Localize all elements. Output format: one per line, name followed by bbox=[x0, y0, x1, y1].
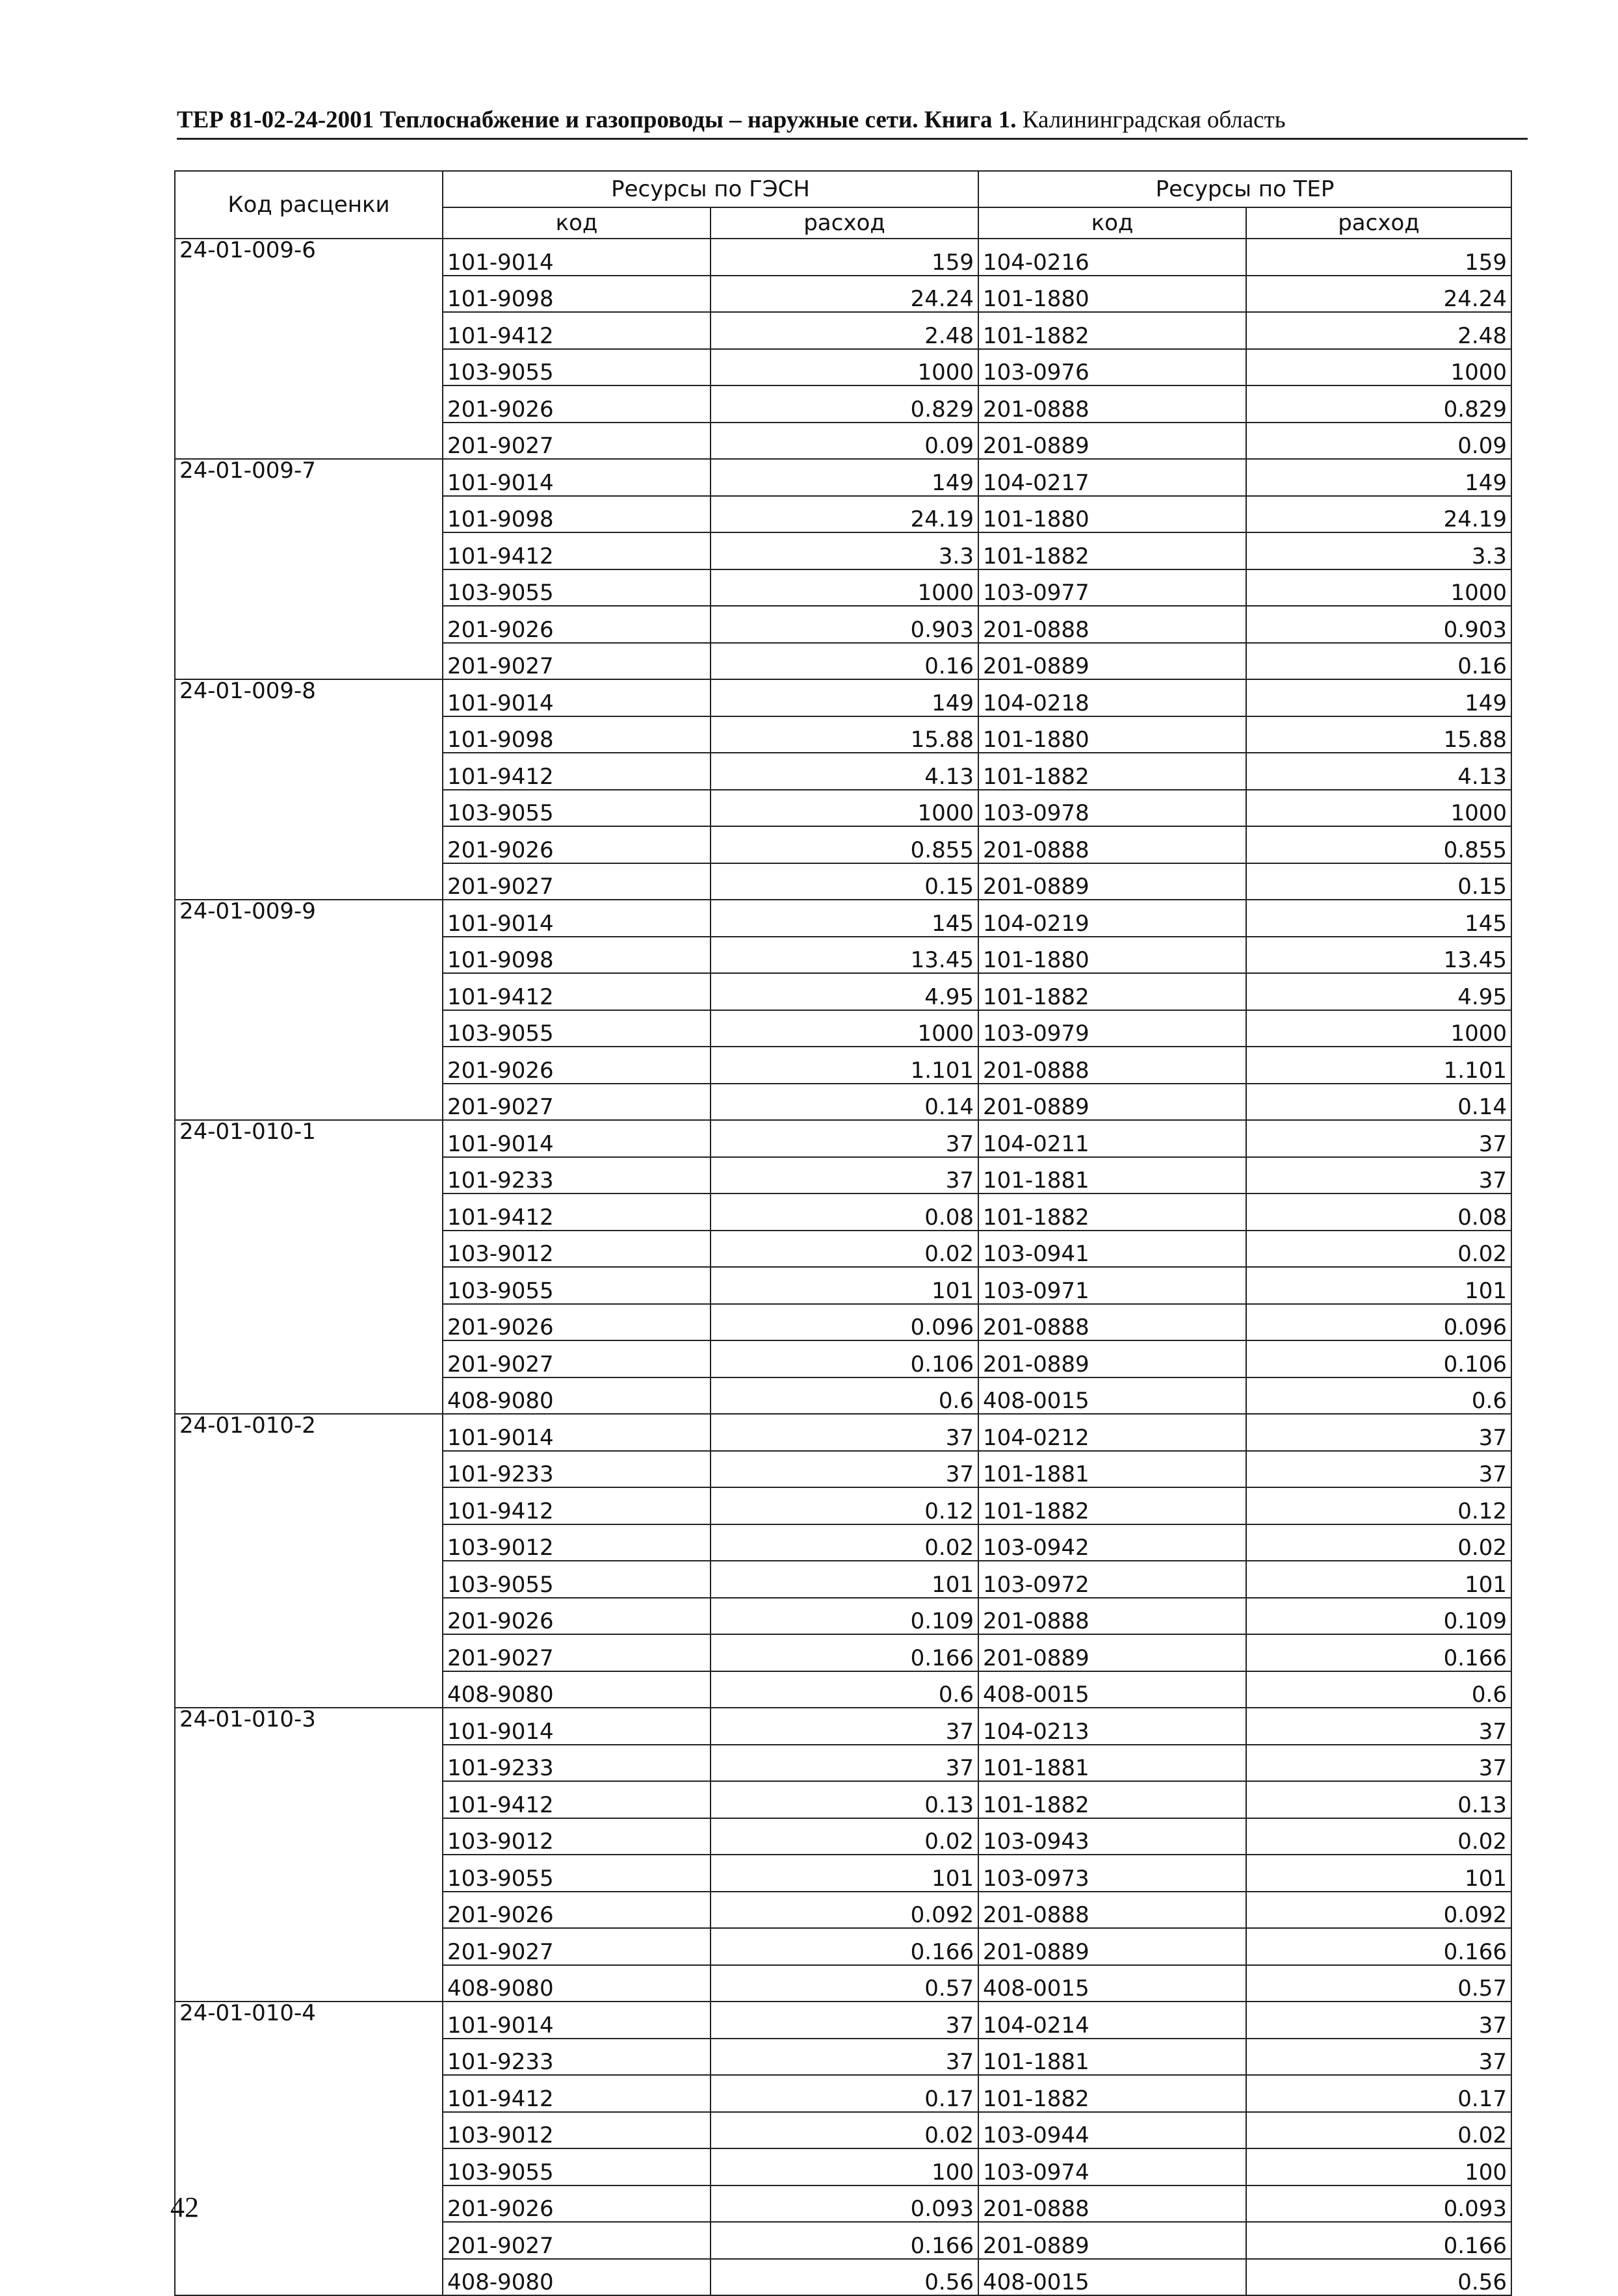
gesn-code-cell: 201-9026 bbox=[443, 2185, 711, 2223]
gesn-code-cell: 101-9098 bbox=[443, 716, 711, 753]
gesn-code-cell: 201-9026 bbox=[443, 606, 711, 643]
ter-rate-cell: 0.12 bbox=[1246, 1487, 1511, 1524]
ter-code-cell: 201-0889 bbox=[978, 643, 1246, 680]
ter-rate-cell: 0.855 bbox=[1246, 826, 1511, 863]
gesn-rate-cell: 1000 bbox=[711, 1010, 978, 1047]
ter-code-cell: 101-1880 bbox=[978, 716, 1246, 753]
gesn-code-cell: 101-9014 bbox=[443, 679, 711, 716]
ter-rate-cell: 0.17 bbox=[1246, 2075, 1511, 2112]
rate-code-cell: 24-01-009-6 bbox=[175, 239, 443, 459]
ter-code-cell: 101-1882 bbox=[978, 753, 1246, 790]
ter-rate-cell: 0.02 bbox=[1246, 1524, 1511, 1561]
gesn-rate-cell: 0.02 bbox=[711, 2112, 978, 2149]
gesn-rate-cell: 0.166 bbox=[711, 1634, 978, 1671]
subheader-ter-code: код bbox=[978, 207, 1246, 239]
gesn-rate-cell: 0.096 bbox=[711, 1304, 978, 1341]
gesn-code-cell: 101-9014 bbox=[443, 900, 711, 937]
subheader-ter-rate: расход bbox=[1246, 207, 1511, 239]
ter-rate-cell: 0.109 bbox=[1246, 1598, 1511, 1635]
gesn-rate-cell: 0.16 bbox=[711, 643, 978, 680]
ter-rate-cell: 0.166 bbox=[1246, 1634, 1511, 1671]
ter-code-cell: 103-0979 bbox=[978, 1010, 1246, 1047]
gesn-code-cell: 103-9012 bbox=[443, 1231, 711, 1268]
ter-code-cell: 101-1882 bbox=[978, 532, 1246, 569]
ter-rate-cell: 24.19 bbox=[1246, 496, 1511, 533]
col-header-code: Код расценки bbox=[175, 171, 443, 239]
ter-rate-cell: 37 bbox=[1246, 1414, 1511, 1451]
ter-rate-cell: 0.15 bbox=[1246, 863, 1511, 900]
gesn-rate-cell: 0.14 bbox=[711, 1084, 978, 1121]
ter-rate-cell: 15.88 bbox=[1246, 716, 1511, 753]
gesn-code-cell: 201-9027 bbox=[443, 1084, 711, 1121]
ter-code-cell: 103-0942 bbox=[978, 1524, 1246, 1561]
gesn-code-cell: 101-9014 bbox=[443, 1708, 711, 1745]
ter-rate-cell: 149 bbox=[1246, 679, 1511, 716]
gesn-code-cell: 103-9055 bbox=[443, 790, 711, 827]
ter-code-cell: 101-1880 bbox=[978, 937, 1246, 974]
gesn-rate-cell: 1.101 bbox=[711, 1047, 978, 1084]
gesn-rate-cell: 1000 bbox=[711, 790, 978, 827]
gesn-code-cell: 101-9014 bbox=[443, 2002, 711, 2039]
ter-rate-cell: 0.08 bbox=[1246, 1194, 1511, 1231]
gesn-rate-cell: 4.13 bbox=[711, 753, 978, 790]
ter-rate-cell: 0.02 bbox=[1246, 2112, 1511, 2149]
gesn-rate-cell: 0.903 bbox=[711, 606, 978, 643]
gesn-code-cell: 101-9233 bbox=[443, 2039, 711, 2076]
gesn-rate-cell: 0.57 bbox=[711, 1965, 978, 2002]
gesn-rate-cell: 37 bbox=[711, 1157, 978, 1194]
gesn-code-cell: 103-9055 bbox=[443, 2148, 711, 2185]
ter-rate-cell: 0.166 bbox=[1246, 1928, 1511, 1965]
ter-code-cell: 101-1882 bbox=[978, 312, 1246, 349]
gesn-code-cell: 201-9027 bbox=[443, 1634, 711, 1671]
subheader-gesn-rate: расход bbox=[711, 207, 978, 239]
ter-code-cell: 201-0889 bbox=[978, 1928, 1246, 1965]
ter-rate-cell: 24.24 bbox=[1246, 276, 1511, 313]
ter-code-cell: 101-1882 bbox=[978, 1487, 1246, 1524]
ter-rate-cell: 2.48 bbox=[1246, 312, 1511, 349]
ter-rate-cell: 0.096 bbox=[1246, 1304, 1511, 1341]
gesn-rate-cell: 1000 bbox=[711, 349, 978, 386]
gesn-rate-cell: 0.093 bbox=[711, 2185, 978, 2223]
gesn-rate-cell: 37 bbox=[711, 1414, 978, 1451]
gesn-rate-cell: 0.08 bbox=[711, 1194, 978, 1231]
gesn-code-cell: 201-9027 bbox=[443, 423, 711, 460]
page-header bbox=[177, 106, 1528, 140]
gesn-code-cell: 201-9027 bbox=[443, 1340, 711, 1377]
ter-rate-cell: 101 bbox=[1246, 1855, 1511, 1892]
ter-code-cell: 408-0015 bbox=[978, 1671, 1246, 1708]
ter-rate-cell: 37 bbox=[1246, 1708, 1511, 1745]
ter-code-cell: 101-1881 bbox=[978, 1157, 1246, 1194]
ter-code-cell: 201-0888 bbox=[978, 2185, 1246, 2223]
gesn-code-cell: 408-9080 bbox=[443, 1965, 711, 2002]
ter-rate-cell: 0.093 bbox=[1246, 2185, 1511, 2223]
ter-code-cell: 101-1881 bbox=[978, 1745, 1246, 1782]
gesn-code-cell: 103-9055 bbox=[443, 1010, 711, 1047]
ter-rate-cell: 0.02 bbox=[1246, 1231, 1511, 1268]
gesn-code-cell: 103-9055 bbox=[443, 1855, 711, 1892]
rate-code-cell: 24-01-010-2 bbox=[175, 1414, 443, 1708]
gesn-code-cell: 101-9412 bbox=[443, 312, 711, 349]
ter-code-cell: 408-0015 bbox=[978, 1377, 1246, 1415]
rate-code-cell: 24-01-009-7 bbox=[175, 459, 443, 679]
gesn-code-cell: 101-9233 bbox=[443, 1451, 711, 1488]
gesn-rate-cell: 37 bbox=[711, 1745, 978, 1782]
ter-rate-cell: 149 bbox=[1246, 459, 1511, 496]
ter-code-cell: 104-0212 bbox=[978, 1414, 1246, 1451]
ter-code-cell: 201-0889 bbox=[978, 863, 1246, 900]
ter-rate-cell: 0.16 bbox=[1246, 643, 1511, 680]
gesn-rate-cell: 101 bbox=[711, 1561, 978, 1598]
ter-code-cell: 408-0015 bbox=[978, 1965, 1246, 2002]
gesn-code-cell: 408-9080 bbox=[443, 1671, 711, 1708]
gesn-rate-cell: 0.17 bbox=[711, 2075, 978, 2112]
gesn-code-cell: 408-9080 bbox=[443, 1377, 711, 1415]
ter-code-cell: 101-1882 bbox=[978, 1194, 1246, 1231]
gesn-rate-cell: 0.02 bbox=[711, 1231, 978, 1268]
table-row bbox=[175, 1120, 1511, 1157]
gesn-rate-cell: 37 bbox=[711, 1120, 978, 1157]
gesn-code-cell: 201-9027 bbox=[443, 2222, 711, 2259]
gesn-rate-cell: 0.02 bbox=[711, 1524, 978, 1561]
gesn-code-cell: 101-9098 bbox=[443, 937, 711, 974]
ter-code-cell: 103-0978 bbox=[978, 790, 1246, 827]
ter-code-cell: 201-0889 bbox=[978, 1340, 1246, 1377]
gesn-code-cell: 101-9412 bbox=[443, 1781, 711, 1818]
ter-code-cell: 201-0888 bbox=[978, 1892, 1246, 1929]
gesn-code-cell: 201-9027 bbox=[443, 643, 711, 680]
gesn-code-cell: 201-9026 bbox=[443, 385, 711, 423]
table-row bbox=[175, 239, 1511, 276]
ter-code-cell: 201-0888 bbox=[978, 606, 1246, 643]
gesn-rate-cell: 101 bbox=[711, 1267, 978, 1304]
gesn-rate-cell: 24.19 bbox=[711, 496, 978, 533]
ter-code-cell: 103-0974 bbox=[978, 2148, 1246, 2185]
table-row bbox=[175, 900, 1511, 937]
ter-code-cell: 104-0214 bbox=[978, 2002, 1246, 2039]
gesn-code-cell: 201-9026 bbox=[443, 1598, 711, 1635]
ter-code-cell: 101-1880 bbox=[978, 276, 1246, 313]
gesn-rate-cell: 2.48 bbox=[711, 312, 978, 349]
ter-code-cell: 101-1880 bbox=[978, 496, 1246, 533]
gesn-code-cell: 103-9055 bbox=[443, 1267, 711, 1304]
gesn-rate-cell: 159 bbox=[711, 239, 978, 276]
ter-code-cell: 201-0888 bbox=[978, 826, 1246, 863]
gesn-rate-cell: 0.092 bbox=[711, 1892, 978, 1929]
ter-code-cell: 103-0972 bbox=[978, 1561, 1246, 1598]
gesn-code-cell: 101-9412 bbox=[443, 532, 711, 569]
ter-rate-cell: 13.45 bbox=[1246, 937, 1511, 974]
ter-code-cell: 101-1882 bbox=[978, 973, 1246, 1010]
gesn-rate-cell: 100 bbox=[711, 2148, 978, 2185]
gesn-code-cell: 101-9233 bbox=[443, 1745, 711, 1782]
gesn-code-cell: 101-9098 bbox=[443, 496, 711, 533]
gesn-rate-cell: 0.13 bbox=[711, 1781, 978, 1818]
gesn-rate-cell: 0.15 bbox=[711, 863, 978, 900]
ter-rate-cell: 0.02 bbox=[1246, 1818, 1511, 1855]
table-row bbox=[175, 679, 1511, 716]
gesn-code-cell: 103-9055 bbox=[443, 349, 711, 386]
gesn-code-cell: 201-9026 bbox=[443, 1304, 711, 1341]
ter-code-cell: 103-0976 bbox=[978, 349, 1246, 386]
gesn-rate-cell: 37 bbox=[711, 1708, 978, 1745]
ter-rate-cell: 0.903 bbox=[1246, 606, 1511, 643]
ter-rate-cell: 0.56 bbox=[1246, 2259, 1511, 2296]
gesn-code-cell: 101-9233 bbox=[443, 1157, 711, 1194]
resources-table bbox=[174, 170, 1512, 2296]
rate-code-cell: 24-01-010-4 bbox=[175, 2002, 443, 2295]
ter-code-cell: 103-0977 bbox=[978, 569, 1246, 607]
gesn-rate-cell: 4.95 bbox=[711, 973, 978, 1010]
ter-code-cell: 101-1882 bbox=[978, 1781, 1246, 1818]
ter-code-cell: 101-1881 bbox=[978, 1451, 1246, 1488]
ter-code-cell: 104-0217 bbox=[978, 459, 1246, 496]
ter-code-cell: 201-0888 bbox=[978, 1304, 1246, 1341]
ter-rate-cell: 145 bbox=[1246, 900, 1511, 937]
ter-rate-cell: 0.106 bbox=[1246, 1340, 1511, 1377]
ter-code-cell: 103-0973 bbox=[978, 1855, 1246, 1892]
ter-code-cell: 103-0943 bbox=[978, 1818, 1246, 1855]
gesn-rate-cell: 149 bbox=[711, 459, 978, 496]
ter-code-cell: 103-0941 bbox=[978, 1231, 1246, 1268]
ter-rate-cell: 37 bbox=[1246, 2002, 1511, 2039]
ter-rate-cell: 4.13 bbox=[1246, 753, 1511, 790]
gesn-rate-cell: 0.6 bbox=[711, 1377, 978, 1415]
table-body bbox=[175, 239, 1511, 2295]
gesn-code-cell: 101-9014 bbox=[443, 1120, 711, 1157]
subheader-gesn-code: код bbox=[443, 207, 711, 239]
gesn-rate-cell: 13.45 bbox=[711, 937, 978, 974]
ter-code-cell: 104-0216 bbox=[978, 239, 1246, 276]
table-row bbox=[175, 1414, 1511, 1451]
gesn-rate-cell: 37 bbox=[711, 1451, 978, 1488]
ter-code-cell: 201-0889 bbox=[978, 1084, 1246, 1121]
gesn-rate-cell: 145 bbox=[711, 900, 978, 937]
ter-code-cell: 201-0888 bbox=[978, 385, 1246, 423]
gesn-code-cell: 101-9412 bbox=[443, 2075, 711, 2112]
ter-rate-cell: 1000 bbox=[1246, 790, 1511, 827]
gesn-code-cell: 201-9026 bbox=[443, 1047, 711, 1084]
gesn-code-cell: 103-9012 bbox=[443, 1818, 711, 1855]
ter-code-cell: 201-0889 bbox=[978, 1634, 1246, 1671]
ter-rate-cell: 0.6 bbox=[1246, 1377, 1511, 1415]
gesn-rate-cell: 0.09 bbox=[711, 423, 978, 460]
ter-rate-cell: 159 bbox=[1246, 239, 1511, 276]
gesn-rate-cell: 15.88 bbox=[711, 716, 978, 753]
ter-code-cell: 103-0971 bbox=[978, 1267, 1246, 1304]
ter-rate-cell: 3.3 bbox=[1246, 532, 1511, 569]
ter-rate-cell: 1000 bbox=[1246, 1010, 1511, 1047]
ter-code-cell: 201-0889 bbox=[978, 423, 1246, 460]
gesn-code-cell: 101-9412 bbox=[443, 1487, 711, 1524]
gesn-rate-cell: 101 bbox=[711, 1855, 978, 1892]
ter-rate-cell: 1.101 bbox=[1246, 1047, 1511, 1084]
gesn-rate-cell: 3.3 bbox=[711, 532, 978, 569]
gesn-code-cell: 101-9098 bbox=[443, 276, 711, 313]
gesn-rate-cell: 0.12 bbox=[711, 1487, 978, 1524]
rate-code-cell: 24-01-010-3 bbox=[175, 1708, 443, 2002]
gesn-code-cell: 103-9055 bbox=[443, 569, 711, 607]
ter-rate-cell: 101 bbox=[1246, 1561, 1511, 1598]
ter-code-cell: 101-1881 bbox=[978, 2039, 1246, 2076]
ter-code-cell: 104-0218 bbox=[978, 679, 1246, 716]
ter-rate-cell: 0.09 bbox=[1246, 423, 1511, 460]
gesn-code-cell: 101-9412 bbox=[443, 973, 711, 1010]
ter-rate-cell: 100 bbox=[1246, 2148, 1511, 2185]
table-row bbox=[175, 1708, 1511, 1745]
gesn-rate-cell: 0.829 bbox=[711, 385, 978, 423]
rate-code-cell: 24-01-009-9 bbox=[175, 900, 443, 1120]
gesn-rate-cell: 149 bbox=[711, 679, 978, 716]
ter-code-cell: 103-0944 bbox=[978, 2112, 1246, 2149]
gesn-code-cell: 201-9026 bbox=[443, 1892, 711, 1929]
table-row bbox=[175, 459, 1511, 496]
gesn-rate-cell: 0.166 bbox=[711, 1928, 978, 1965]
ter-rate-cell: 37 bbox=[1246, 1745, 1511, 1782]
gesn-code-cell: 103-9012 bbox=[443, 1524, 711, 1561]
header-region: Калининградская область bbox=[1022, 107, 1286, 133]
gesn-code-cell: 101-9014 bbox=[443, 1414, 711, 1451]
gesn-code-cell: 408-9080 bbox=[443, 2259, 711, 2296]
gesn-code-cell: 103-9012 bbox=[443, 2112, 711, 2149]
ter-rate-cell: 37 bbox=[1246, 1451, 1511, 1488]
ter-rate-cell: 37 bbox=[1246, 2039, 1511, 2076]
gesn-code-cell: 201-9027 bbox=[443, 863, 711, 900]
gesn-code-cell: 101-9014 bbox=[443, 239, 711, 276]
header-title: ТЕР 81-02-24-2001 Теплоснабжение и газопроводы – наружные сети. Книга 1. bbox=[177, 107, 1017, 133]
rate-code-cell: 24-01-009-8 bbox=[175, 679, 443, 900]
ter-rate-cell: 1000 bbox=[1246, 349, 1511, 386]
gesn-code-cell: 101-9014 bbox=[443, 459, 711, 496]
ter-rate-cell: 0.166 bbox=[1246, 2222, 1511, 2259]
ter-code-cell: 201-0888 bbox=[978, 1598, 1246, 1635]
col-header-gesn: Ресурсы по ГЭСН bbox=[443, 171, 978, 207]
table-row bbox=[175, 2002, 1511, 2039]
ter-code-cell: 104-0211 bbox=[978, 1120, 1246, 1157]
ter-code-cell: 101-1882 bbox=[978, 2075, 1246, 2112]
gesn-rate-cell: 24.24 bbox=[711, 276, 978, 313]
gesn-code-cell: 201-9027 bbox=[443, 1928, 711, 1965]
gesn-rate-cell: 0.02 bbox=[711, 1818, 978, 1855]
gesn-code-cell: 101-9412 bbox=[443, 753, 711, 790]
gesn-rate-cell: 37 bbox=[711, 2002, 978, 2039]
ter-rate-cell: 0.6 bbox=[1246, 1671, 1511, 1708]
ter-rate-cell: 101 bbox=[1246, 1267, 1511, 1304]
gesn-code-cell: 103-9055 bbox=[443, 1561, 711, 1598]
ter-rate-cell: 0.13 bbox=[1246, 1781, 1511, 1818]
gesn-rate-cell: 1000 bbox=[711, 569, 978, 607]
gesn-rate-cell: 0.56 bbox=[711, 2259, 978, 2296]
ter-rate-cell: 0.57 bbox=[1246, 1965, 1511, 2002]
gesn-rate-cell: 0.109 bbox=[711, 1598, 978, 1635]
col-header-ter: Ресурсы по ТЕР bbox=[978, 171, 1511, 207]
ter-rate-cell: 1000 bbox=[1246, 569, 1511, 607]
gesn-rate-cell: 37 bbox=[711, 2039, 978, 2076]
rate-code-cell: 24-01-010-1 bbox=[175, 1120, 443, 1414]
gesn-rate-cell: 0.106 bbox=[711, 1340, 978, 1377]
ter-rate-cell: 37 bbox=[1246, 1157, 1511, 1194]
ter-rate-cell: 0.14 bbox=[1246, 1084, 1511, 1121]
page-number: 42 bbox=[170, 2191, 199, 2223]
ter-code-cell: 104-0219 bbox=[978, 900, 1246, 937]
gesn-rate-cell: 0.6 bbox=[711, 1671, 978, 1708]
ter-rate-cell: 0.829 bbox=[1246, 385, 1511, 423]
ter-rate-cell: 0.092 bbox=[1246, 1892, 1511, 1929]
gesn-code-cell: 101-9412 bbox=[443, 1194, 711, 1231]
gesn-rate-cell: 0.855 bbox=[711, 826, 978, 863]
ter-code-cell: 201-0888 bbox=[978, 1047, 1246, 1084]
ter-code-cell: 408-0015 bbox=[978, 2259, 1246, 2296]
ter-code-cell: 104-0213 bbox=[978, 1708, 1246, 1745]
gesn-rate-cell: 0.166 bbox=[711, 2222, 978, 2259]
gesn-code-cell: 201-9026 bbox=[443, 826, 711, 863]
ter-code-cell: 201-0889 bbox=[978, 2222, 1246, 2259]
ter-rate-cell: 4.95 bbox=[1246, 973, 1511, 1010]
ter-rate-cell: 37 bbox=[1246, 1120, 1511, 1157]
